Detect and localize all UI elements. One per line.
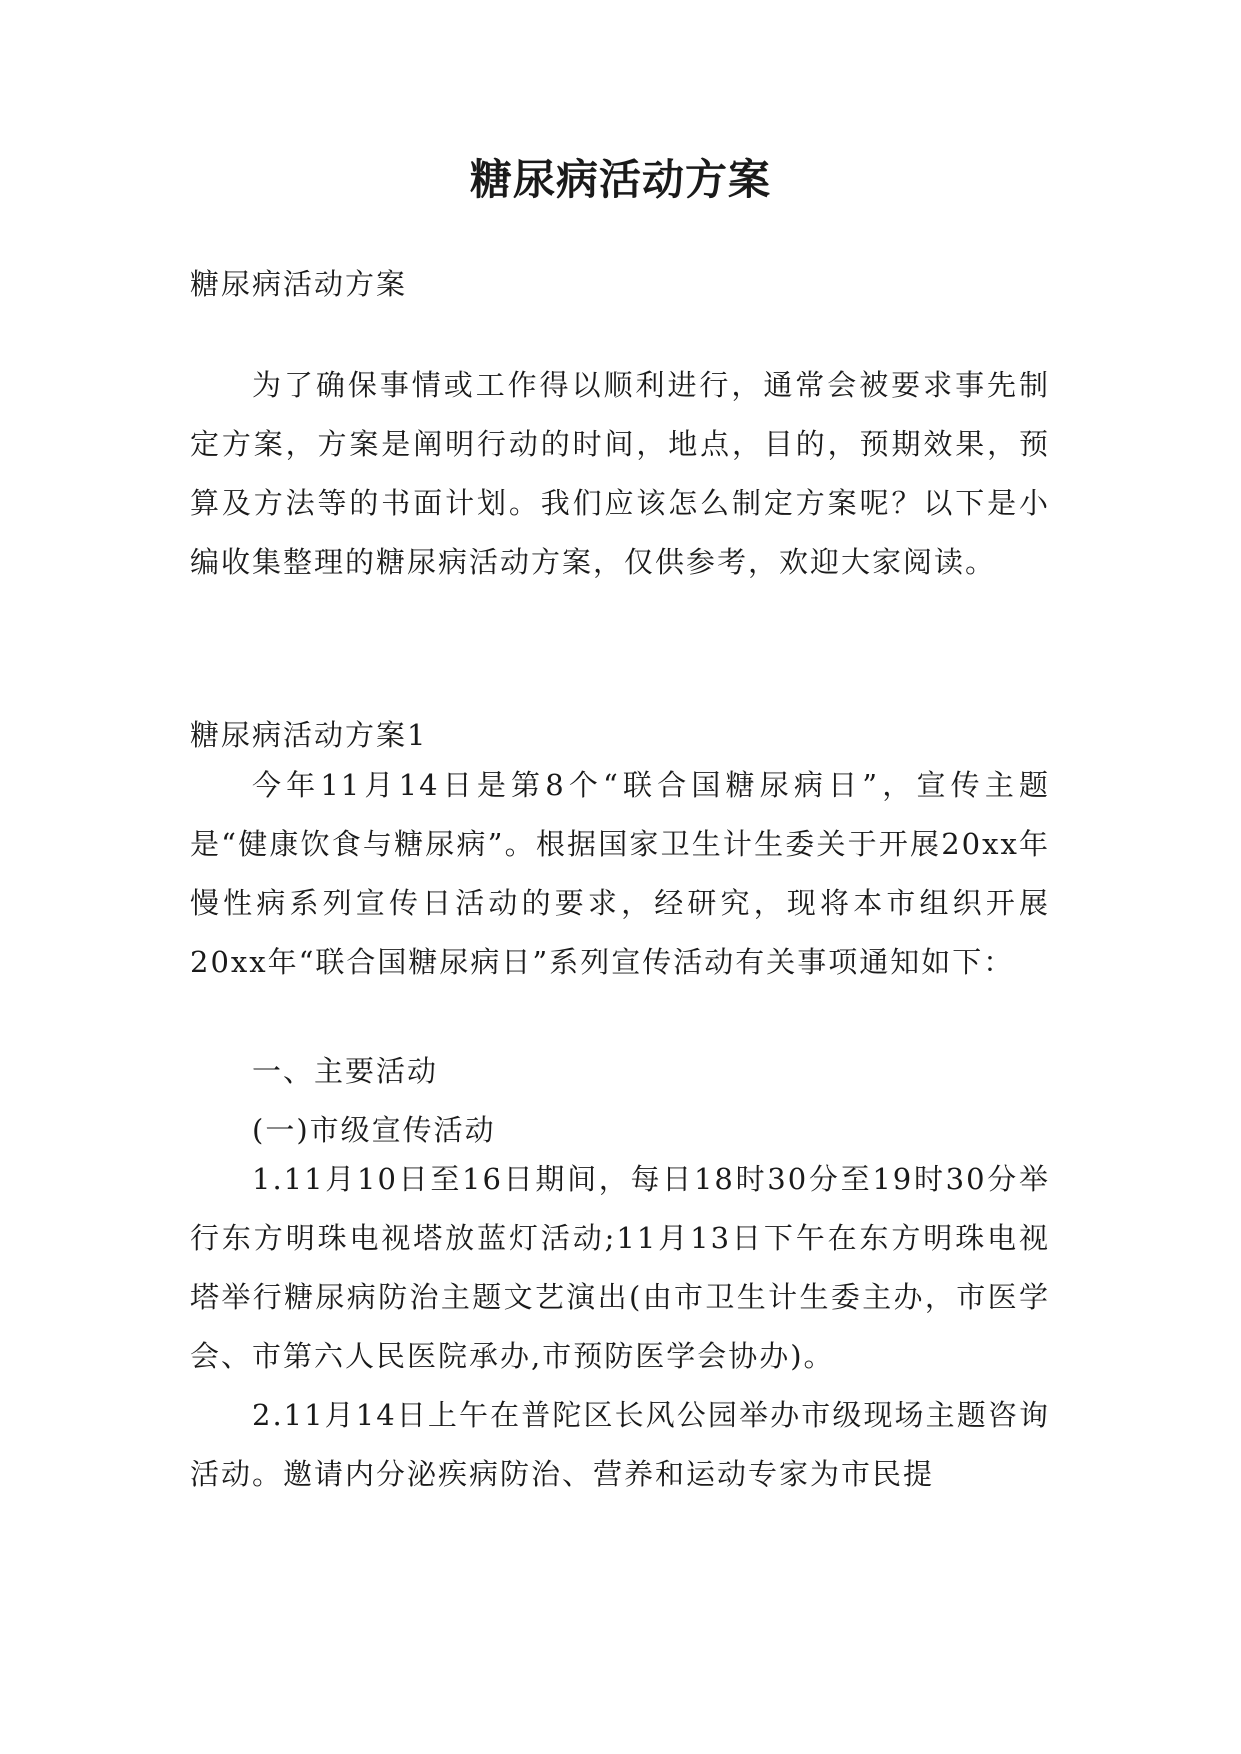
section-heading: 糖尿病活动方案1 [190, 718, 428, 752]
activity-item-2: 2.11月14日上午在普陀区长风公园举办市级现场主题咨询活动。邀请内分泌疾病防治、营养和运动专家为市民提 [190, 1398, 1050, 1491]
section-intro-paragraph: 今年11月14日是第8个“联合国糖尿病日”，宣传主题是“健康饮食与糖尿病”。根据国家卫生计生委关于开展20xx年慢性病系列宣传日活动的要求，经研究，现将本市组织开展20xx年“联合国糖尿病日”系列宣传活动有关事项通知如下： [190, 768, 1050, 979]
main-activities-heading: 一、主要活动 [252, 1054, 439, 1088]
document-title: 糖尿病活动方案 [469, 155, 771, 204]
activity-item-1: 1.11月10日至16日期间，每日18时30分至19时30分举行东方明珠电视塔放蓝灯活动;11月13日下午在东方明珠电视塔举行糖尿病防治主题文艺演出(由市卫生计生委主办，市医学会、市第六人民医院承办,市预防医学会协办)。 [190, 1162, 1050, 1373]
city-level-heading: (一)市级宣传活动 [252, 1113, 496, 1147]
intro-paragraph: 为了确保事情或工作得以顺利进行，通常会被要求事先制定方案，方案是阐明行动的时间，地点，目的，预期效果，预算及方法等的书面计划。我们应该怎么制定方案呢？以下是小编收集整理的糖尿病活动方案，仅供参考，欢迎大家阅读。 [190, 368, 1050, 579]
document-subtitle: 糖尿病活动方案 [190, 267, 408, 301]
